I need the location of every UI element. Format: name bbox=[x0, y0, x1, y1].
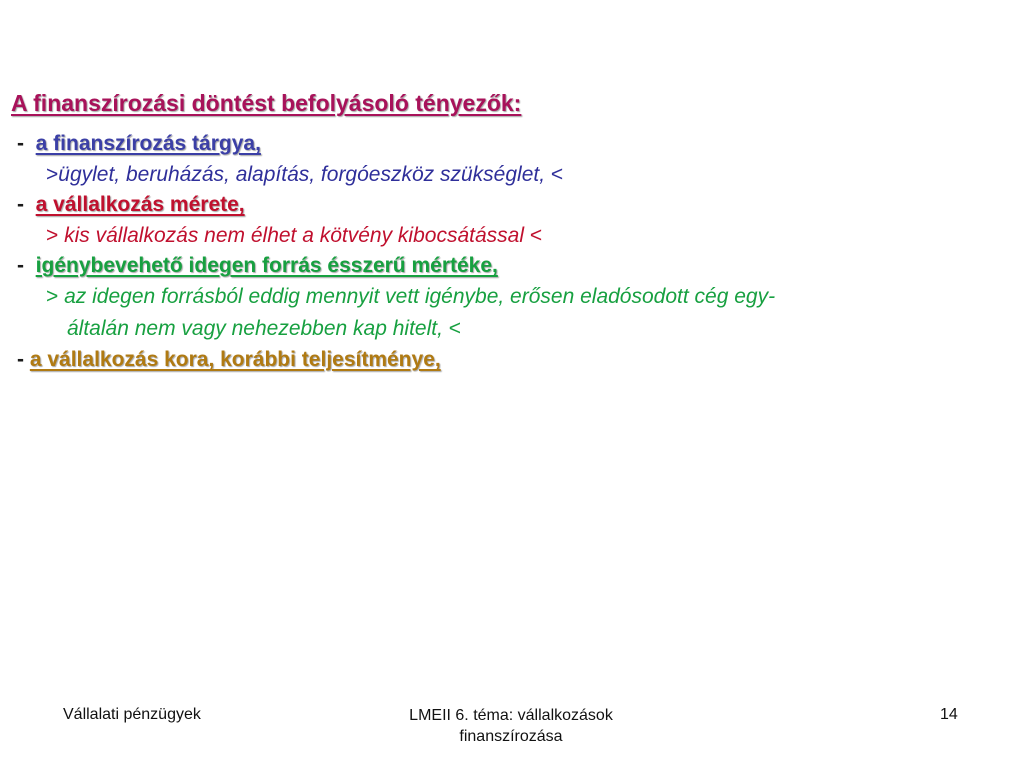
detail-text: az idegen forrásból eddig mennyit vett igénybe, erősen eladósodott cég egy- bbox=[64, 285, 776, 308]
close-marker: < bbox=[448, 317, 462, 340]
item-detail bbox=[46, 164, 563, 185]
item-detail-continued bbox=[67, 318, 461, 339]
detail-text: kis vállalkozás nem élhet a kötvény kibocsátással bbox=[64, 224, 524, 247]
footer-course-name: Vállalati pénzügyek bbox=[63, 706, 201, 723]
bullet-dash: - bbox=[17, 132, 24, 155]
item-heading: a vállalkozás kora, korábbi teljesítménye, bbox=[29, 348, 441, 371]
list-item-external-funds bbox=[17, 255, 498, 276]
item-detail bbox=[46, 286, 775, 307]
open-marker: > bbox=[46, 163, 59, 186]
close-marker: < bbox=[529, 224, 543, 247]
item-heading: igénybevehető idegen forrás ésszerű mértéke, bbox=[35, 254, 498, 277]
detail-text: általán nem vagy nehezebben kap hitelt, bbox=[67, 317, 443, 340]
footer-topic bbox=[341, 706, 681, 748]
bullet-dash: - bbox=[17, 254, 24, 277]
close-marker: < bbox=[550, 163, 564, 186]
list-item-financing-subject bbox=[17, 133, 261, 154]
footer-topic-line2: finanszírozása bbox=[459, 727, 563, 745]
bullet-dash: - bbox=[17, 193, 24, 216]
open-marker: > bbox=[46, 224, 59, 247]
bullet-dash: - bbox=[17, 348, 24, 371]
list-item-company-age bbox=[17, 349, 441, 370]
list-item-company-size bbox=[17, 194, 245, 215]
item-detail bbox=[46, 225, 542, 246]
slide-title: A finanszírozási döntést befolyásoló tényezők: bbox=[11, 90, 522, 116]
page-number: 14 bbox=[940, 706, 958, 723]
item-heading: a vállalkozás mérete, bbox=[35, 193, 245, 216]
item-heading: a finanszírozás tárgya, bbox=[35, 132, 261, 155]
footer-topic-line1: LMEII 6. téma: vállalkozások bbox=[409, 707, 613, 724]
open-marker: > bbox=[46, 285, 59, 308]
detail-text: ügylet, beruházás, alapítás, forgóeszköz szükséglet, bbox=[58, 163, 546, 186]
